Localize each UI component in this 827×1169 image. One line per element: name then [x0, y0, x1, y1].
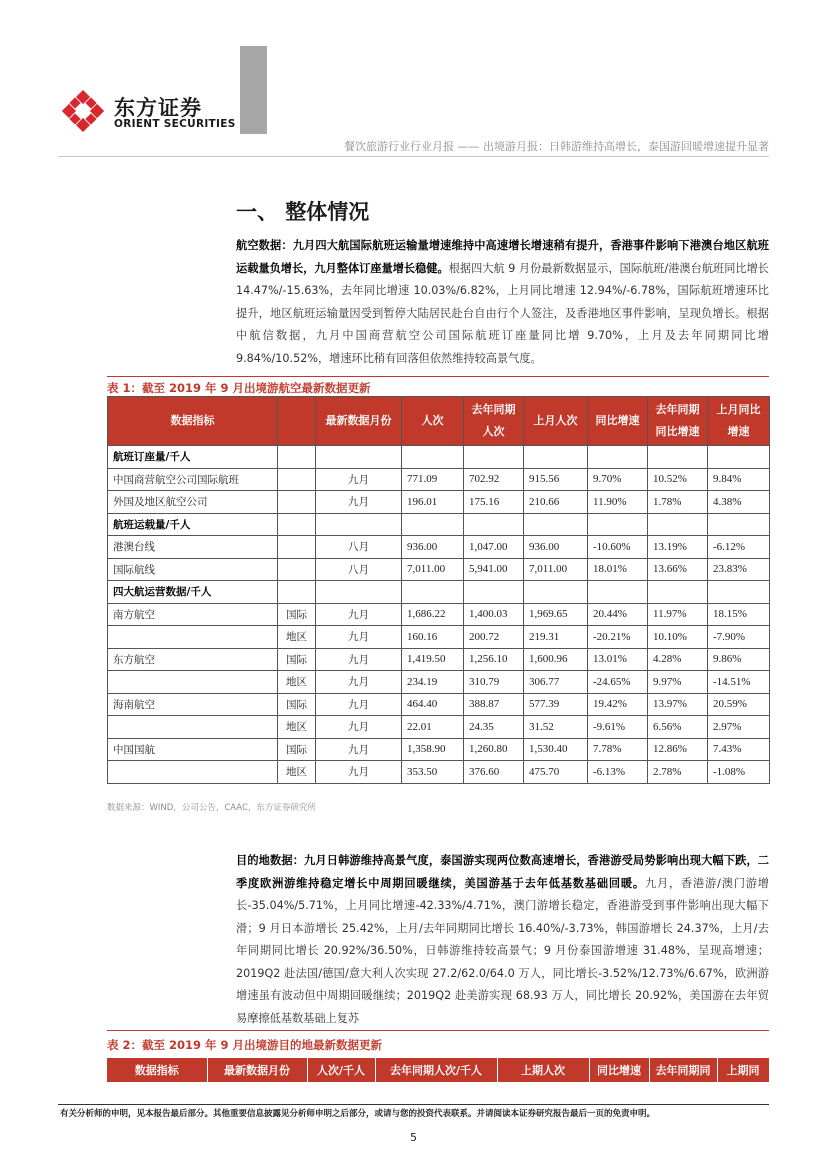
- yoy-growth: 11.90%: [588, 491, 648, 514]
- metric-name: [108, 671, 278, 694]
- last-year-value: 376.60: [464, 761, 524, 784]
- current-value: 1,419.50: [402, 648, 464, 671]
- destination-data-paragraph: [236, 850, 769, 1030]
- segment-label: 地区: [278, 761, 316, 784]
- last-year-value: 175.16: [464, 491, 524, 514]
- data-month: 九月: [316, 693, 402, 716]
- last-year-value: 200.72: [464, 626, 524, 649]
- empty-cell: [278, 446, 316, 469]
- table-row: [108, 738, 770, 761]
- table1-caption: 表 1：截至 2019 年 9 月出境游航空最新数据更新: [107, 381, 371, 395]
- col-header: 去年同期同比增速: [648, 397, 708, 446]
- empty-cell: [648, 446, 708, 469]
- last-year-yoy-growth: 13.97%: [648, 693, 708, 716]
- metric-name: 中国国航: [108, 738, 278, 761]
- last-month-yoy-growth: 18.15%: [708, 603, 770, 626]
- last-month-value: 306.77: [524, 671, 588, 694]
- table-row: [108, 716, 770, 739]
- col-header: 上月同比增速: [708, 397, 770, 446]
- last-month-value: 475.70: [524, 761, 588, 784]
- col-header: 最新数据月份: [316, 397, 402, 446]
- table-row: [108, 558, 770, 581]
- empty-cell: [402, 581, 464, 604]
- section-title: 一、 整体情况: [236, 200, 370, 224]
- last-month-value: 915.56: [524, 468, 588, 491]
- segment-label: 国际: [278, 648, 316, 671]
- empty-cell: [402, 446, 464, 469]
- yoy-growth: -10.60%: [588, 536, 648, 559]
- last-year-yoy-growth: 4.28%: [648, 648, 708, 671]
- data-month: 九月: [316, 761, 402, 784]
- report-title: 餐饮旅游行业行业月报 —— 出境游月报：日韩游维持高增长，泰国游回暖增速提升显著: [344, 140, 769, 153]
- last-month-yoy-growth: 23.83%: [708, 558, 770, 581]
- current-value: 771.09: [402, 468, 464, 491]
- current-value: 353.50: [402, 761, 464, 784]
- col-header: 去年同期同: [649, 1058, 717, 1082]
- data-month: 九月: [316, 648, 402, 671]
- empty-cell: [316, 581, 402, 604]
- last-month-yoy-growth: 9.84%: [708, 468, 770, 491]
- last-year-yoy-growth: 10.52%: [648, 468, 708, 491]
- empty-cell: [588, 446, 648, 469]
- empty-cell: [588, 581, 648, 604]
- yoy-growth: -9.61%: [588, 716, 648, 739]
- empty-cell: [708, 581, 770, 604]
- table-header-row: [108, 397, 770, 446]
- data-month: 九月: [316, 603, 402, 626]
- segment-label: [278, 468, 316, 491]
- footer-disclaimer: 有关分析师的申明，见本报告最后部分。其他重要信息披露见分析师申明之后部分，或请与您的投资代表联系。并请阅读本证券研究报告最后一页的免责申明。: [60, 1109, 656, 1119]
- empty-cell: [524, 446, 588, 469]
- last-year-yoy-growth: 11.97%: [648, 603, 708, 626]
- last-year-value: 310.79: [464, 671, 524, 694]
- yoy-growth: 9.70%: [588, 468, 648, 491]
- data-month: 九月: [316, 468, 402, 491]
- last-year-value: 1,256.10: [464, 648, 524, 671]
- last-month-value: 7,011.00: [524, 558, 588, 581]
- col-header: 去年同期人次/千人: [375, 1058, 497, 1082]
- table-row: [108, 491, 770, 514]
- company-logo: [62, 90, 236, 138]
- segment-label: 国际: [278, 738, 316, 761]
- metric-name: 国际航线: [108, 558, 278, 581]
- last-year-value: 1,400.03: [464, 603, 524, 626]
- empty-cell: [708, 446, 770, 469]
- last-month-value: 210.66: [524, 491, 588, 514]
- table-row: [108, 671, 770, 694]
- empty-cell: [524, 513, 588, 536]
- yoy-growth: -6.13%: [588, 761, 648, 784]
- last-month-value: 577.39: [524, 693, 588, 716]
- col-header: [278, 397, 316, 446]
- last-month-value: 1,969.65: [524, 603, 588, 626]
- last-year-value: 1,260.80: [464, 738, 524, 761]
- last-month-yoy-growth: 4.38%: [708, 491, 770, 514]
- last-year-value: 388.87: [464, 693, 524, 716]
- empty-cell: [648, 513, 708, 536]
- category-label: 航班订座量/千人: [108, 446, 278, 469]
- table2-caption-rule: [107, 1030, 769, 1031]
- data-month: 九月: [316, 626, 402, 649]
- last-year-value: 1,047.00: [464, 536, 524, 559]
- table-row: [108, 693, 770, 716]
- metric-name: 东方航空: [108, 648, 278, 671]
- segment-label: 地区: [278, 626, 316, 649]
- last-year-yoy-growth: 6.56%: [648, 716, 708, 739]
- current-value: 160.16: [402, 626, 464, 649]
- metric-name: [108, 716, 278, 739]
- current-value: 936.00: [402, 536, 464, 559]
- metric-name: 港澳台线: [108, 536, 278, 559]
- yoy-growth: 13.01%: [588, 648, 648, 671]
- col-header: 最新数据月份: [207, 1058, 307, 1082]
- col-header: 人次/千人: [307, 1058, 375, 1082]
- last-month-value: 219.31: [524, 626, 588, 649]
- last-year-yoy-growth: 12.86%: [648, 738, 708, 761]
- empty-cell: [402, 513, 464, 536]
- segment-label: [278, 558, 316, 581]
- col-header: 数据指标: [107, 1058, 207, 1082]
- header-divider: [58, 156, 769, 157]
- col-header: 上月人次: [524, 397, 588, 446]
- col-header: 上期同: [717, 1058, 769, 1082]
- last-year-yoy-growth: 2.78%: [648, 761, 708, 784]
- col-header: 数据指标: [108, 397, 278, 446]
- empty-cell: [278, 513, 316, 536]
- page-number: 5: [410, 1131, 417, 1144]
- empty-cell: [524, 581, 588, 604]
- metric-name: 外国及地区航空公司: [108, 491, 278, 514]
- data-month: 九月: [316, 671, 402, 694]
- table-row: [108, 648, 770, 671]
- table-row: [108, 468, 770, 491]
- table-row: [108, 603, 770, 626]
- table-category-row: [108, 446, 770, 469]
- last-year-value: 24.35: [464, 716, 524, 739]
- last-month-yoy-growth: 20.59%: [708, 693, 770, 716]
- empty-cell: [316, 446, 402, 469]
- airline-data-table: [107, 396, 770, 784]
- footer-divider: [58, 1104, 769, 1105]
- destination-data-table: [107, 1058, 770, 1082]
- yoy-growth: 7.78%: [588, 738, 648, 761]
- metric-name: 中国商营航空公司国际航班: [108, 468, 278, 491]
- current-value: 234.19: [402, 671, 464, 694]
- last-month-yoy-growth: 9.86%: [708, 648, 770, 671]
- category-label: 航班运载量/千人: [108, 513, 278, 536]
- table-row: [108, 626, 770, 649]
- logo-english-name: ORIENT SECURITIES: [114, 118, 236, 130]
- table-category-row: [108, 513, 770, 536]
- destination-data-detail: 九月，香港游/澳门游增长-35.04%/5.71%，上月同比增速-42.33%/4.71%，澳门游增长稳定，香港游受到事件影响出现大幅下滑；9 月日本游增长 25.42%，上月/去年同期同比增长 16.40%/-3.73%，韩国游增长 24.37%，上月/去年同期同比增长 20.92%/36.50%，日韩游维持较高景气；9 月份泰国游增速 31.48%，呈现高增速；2019Q2 赴法国/德国/意大利人次实现 27.2/62.0/64.0 万人，同比增长-3.52%/12.73%/6.67%，欧洲游增速虽有波动但中周期回暖继续；2019Q2 赴美游实现 68.93 万人，同比增长 20.92%，美国游在去年贸易摩擦低基数基础上复苏: [236, 876, 769, 1025]
- last-year-value: 702.92: [464, 468, 524, 491]
- last-month-value: 936.00: [524, 536, 588, 559]
- current-value: 1,686.22: [402, 603, 464, 626]
- orient-logo-icon: [62, 90, 104, 132]
- empty-cell: [464, 446, 524, 469]
- yoy-growth: -20.21%: [588, 626, 648, 649]
- table2-caption: 表 2：截至 2019 年 9 月出境游目的地最新数据更新: [107, 1038, 383, 1052]
- airline-data-paragraph: [236, 235, 769, 370]
- segment-label: [278, 491, 316, 514]
- yoy-growth: 20.44%: [588, 603, 648, 626]
- table-category-row: [108, 581, 770, 604]
- table-row: [108, 761, 770, 784]
- segment-label: [278, 536, 316, 559]
- data-month: 九月: [316, 491, 402, 514]
- segment-label: 地区: [278, 671, 316, 694]
- table1-caption-rule: [107, 376, 769, 377]
- segment-label: 国际: [278, 693, 316, 716]
- metric-name: 南方航空: [108, 603, 278, 626]
- last-year-value: 5,941.00: [464, 558, 524, 581]
- segment-label: 地区: [278, 716, 316, 739]
- data-month: 八月: [316, 558, 402, 581]
- airline-data-detail: 根据四大航 9 月份最新数据显示，国际航班/港澳台航班同比增长 14.47%/-15.63%，去年同比增速 10.03%/6.82%，上月同比增速 12.94%/-6.78%，国际航班增速环比提升，地区航班运输量因受到暂停大陆居民赴台自由行个人签注，及香港地区事件影响，呈现负增长。根据中航信数据，九月中国商营航空公司国际航班订座量同比增 9.70%，上月及去年同期同比增 9.84%/10.52%，增速环比稍有回落但依然维持较高景气度。: [236, 261, 769, 365]
- current-value: 22.01: [402, 716, 464, 739]
- empty-cell: [464, 513, 524, 536]
- airline-data-summary: 航空数据：九月四大航国际航班运输量增速维持中高速增长增速稍有提升，香港事件影响下港澳台地区航班运载量负增长，九月整体订座量增长稳健。: [236, 239, 769, 275]
- last-month-yoy-growth: -7.90%: [708, 626, 770, 649]
- data-month: 九月: [316, 716, 402, 739]
- last-month-value: 1,530.40: [524, 738, 588, 761]
- empty-cell: [588, 513, 648, 536]
- metric-name: [108, 626, 278, 649]
- current-value: 1,358.90: [402, 738, 464, 761]
- last-year-yoy-growth: 9.97%: [648, 671, 708, 694]
- segment-label: 国际: [278, 603, 316, 626]
- col-header: 去年同期人次: [464, 397, 524, 446]
- current-value: 7,011.00: [402, 558, 464, 581]
- table1-source: 数据来源：WIND，公司公告，CAAC，东方证券研究所: [107, 803, 316, 813]
- yoy-growth: -24.65%: [588, 671, 648, 694]
- last-year-yoy-growth: 13.66%: [648, 558, 708, 581]
- last-month-yoy-growth: -6.12%: [708, 536, 770, 559]
- empty-cell: [708, 513, 770, 536]
- destination-data-summary: 目的地数据：九月日韩游维持高景气度，泰国游实现两位数高速增长，香港游受局势影响出现大幅下跌，二季度欧洲游维持稳定增长中周期回暖继续，美国游基于去年低基数基础回暖。: [236, 854, 769, 890]
- metric-name: 海南航空: [108, 693, 278, 716]
- table-header-row: [107, 1058, 769, 1082]
- metric-name: [108, 761, 278, 784]
- data-month: 八月: [316, 536, 402, 559]
- empty-cell: [464, 581, 524, 604]
- table-row: [108, 536, 770, 559]
- col-header: 人次: [402, 397, 464, 446]
- last-month-yoy-growth: 2.97%: [708, 716, 770, 739]
- col-header: 同比增速: [588, 397, 648, 446]
- col-header: 上期人次: [497, 1058, 589, 1082]
- yoy-growth: 19.42%: [588, 693, 648, 716]
- empty-cell: [648, 581, 708, 604]
- last-month-yoy-growth: -14.51%: [708, 671, 770, 694]
- logo-chinese-name: 东方证券: [114, 96, 202, 120]
- last-month-value: 1,600.96: [524, 648, 588, 671]
- last-year-yoy-growth: 10.10%: [648, 626, 708, 649]
- last-month-yoy-growth: -1.08%: [708, 761, 770, 784]
- header-gray-tab: [240, 46, 267, 134]
- empty-cell: [316, 513, 402, 536]
- data-month: 九月: [316, 738, 402, 761]
- last-year-yoy-growth: 13.19%: [648, 536, 708, 559]
- yoy-growth: 18.01%: [588, 558, 648, 581]
- current-value: 196.01: [402, 491, 464, 514]
- col-header: 同比增速: [589, 1058, 649, 1082]
- empty-cell: [278, 581, 316, 604]
- category-label: 四大航运营数据/千人: [108, 581, 278, 604]
- last-year-yoy-growth: 1.78%: [648, 491, 708, 514]
- last-month-value: 31.52: [524, 716, 588, 739]
- current-value: 464.40: [402, 693, 464, 716]
- last-month-yoy-growth: 7.43%: [708, 738, 770, 761]
